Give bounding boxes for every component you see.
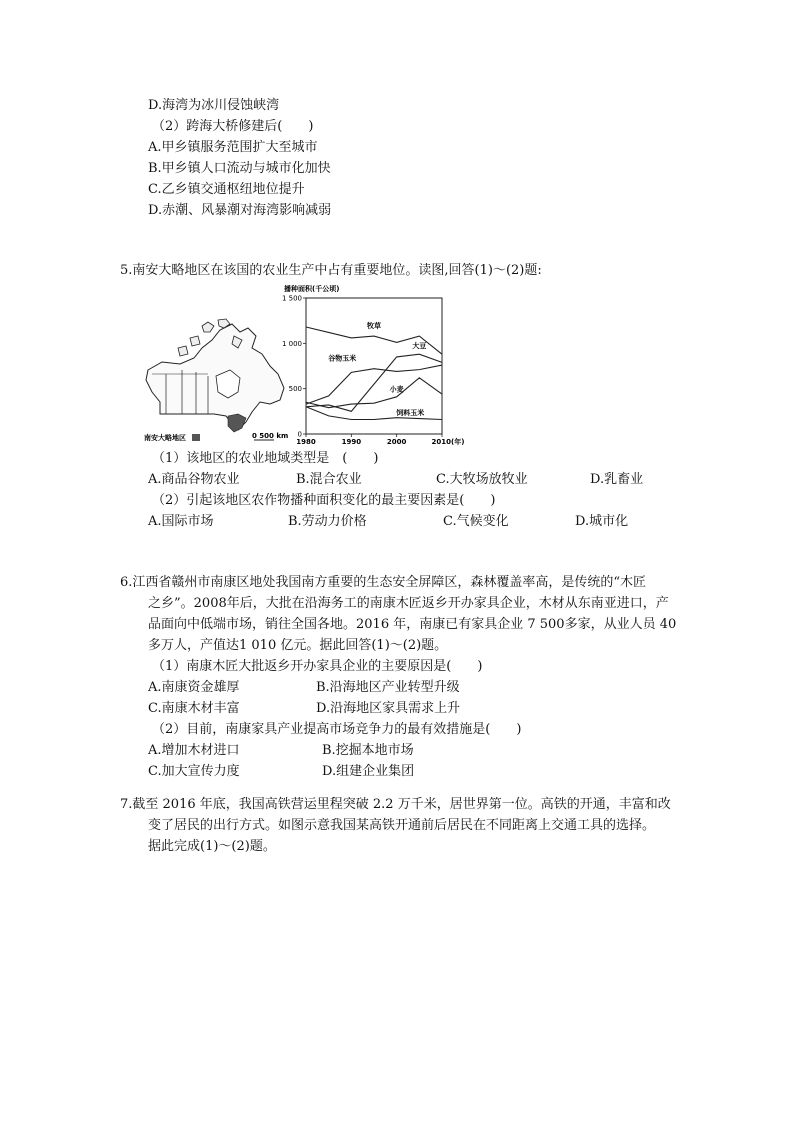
q6-sub2-option-c: C.加大宣传力度 <box>148 764 240 779</box>
chart-series-label-1: 牧草 <box>367 321 381 330</box>
chart-series-line-1 <box>306 327 442 354</box>
chart-y-tick-label: 1 000 <box>282 339 302 348</box>
q6-stem-line-2: 之乡”。2008年后，大批在沿海务工的南康木匠返乡开办家具企业，木材从东南亚进口，产 <box>148 596 669 611</box>
q7-stem-line-3: 据此完成(1)～(2)题。 <box>148 839 276 854</box>
chart-x-tick-label: 2000 <box>386 438 407 446</box>
q4-sub2-stem: （2）跨海大桥修建后( ) <box>152 119 314 134</box>
chart-series-line-4 <box>306 378 442 408</box>
q6-sub1-stem: （1）南康木匠大批返乡开办家具企业的主要原因是( ) <box>152 659 483 674</box>
q6-sub1-option-a: A.南康资金雄厚 <box>148 680 240 695</box>
q5-sub2-stem: （2）引起该地区农作物播种面积变化的最主要因素是( ) <box>152 493 496 508</box>
q6-sub2-option-b: B.挖掘本地市场 <box>322 743 414 758</box>
chart-x-tick-label: 1980 <box>296 438 316 446</box>
q5-stem: 5.南安大略地区在该国的农业生产中占有重要地位。读图,回答(1)～(2)题: <box>120 263 542 278</box>
q6-stem-line-3: 品面向中低端市场，销往全国各地。2016 年，南康已有家具企业 7 500多家，从业人员 40 <box>148 617 677 632</box>
q6-sub1-option-c: C.南康木材丰富 <box>148 701 240 716</box>
q5-sub2-option-a: A.国际市场 <box>148 514 214 529</box>
q5-sub2-option-c: C.气候变化 <box>443 514 509 529</box>
q6-sub2-stem: （2）目前，南康家具产业提高市场竞争力的最有效措施是( ) <box>152 722 522 737</box>
q7-stem-line-2: 变了居民的出行方式。如图示意我国某高铁开通前后居民在不同距离上交通工具的选择。 <box>148 818 656 833</box>
q5-sub1-option-a: A.商品谷物农业 <box>148 472 240 487</box>
map-legend-swatch <box>192 434 200 441</box>
chart-x-tick-label: 2010(年) <box>431 438 465 446</box>
q5-sub1-option-c: C.大牧场放牧业 <box>436 472 528 487</box>
q6-stem-line-4: 多万人，产值达1 010 亿元。据此回答(1)～(2)题。 <box>148 638 448 653</box>
chart-x-tick-label: 1990 <box>341 438 362 446</box>
chart-y-tick-label: 1 500 <box>282 294 302 303</box>
chart-series-label-5: 饲料玉米 <box>396 408 425 417</box>
q5-sub1-stem: （1）该地区的农业地域类型是 ( ) <box>152 451 379 466</box>
chart-y-axis-label: 播种面积(千公顷) <box>284 285 340 293</box>
q6-sub2-option-a: A.增加木材进口 <box>148 743 240 758</box>
map-legend-label: 南安大略地区 <box>144 434 186 442</box>
q4-sub2-option-d: D.赤潮、风暴潮对海湾影响减弱 <box>148 203 332 218</box>
q5-sub2-option-b: B.劳动力价格 <box>288 514 367 529</box>
chart-y-tick-label: 0 <box>297 430 302 439</box>
canada-map <box>142 318 292 448</box>
q4-sub2-option-b: B.甲乡镇人口流动与城市化加快 <box>148 161 331 176</box>
q5-sub1-option-b: B.混合农业 <box>296 472 362 487</box>
q6-sub1-option-d: D.沿海地区家具需求上升 <box>316 701 461 716</box>
chart-series-label-2: 大豆 <box>412 341 427 350</box>
q5-sub1-option-d: D.乳畜业 <box>590 472 644 487</box>
q6-sub1-option-b: B.沿海地区产业转型升级 <box>316 680 460 695</box>
q6-stem-line-1: 6.江西省赣州市南康区地处我国南方重要的生态安全屏障区，森林覆盖率高，是传统的“木匠 <box>120 575 647 590</box>
q4-sub2-option-a: A.甲乡镇服务范围扩大至城市 <box>148 140 318 155</box>
q4-option-d: D.海湾为冰川侵蚀峡湾 <box>148 98 280 113</box>
q4-sub2-option-c: C.乙乡镇交通枢纽地位提升 <box>148 182 305 197</box>
chart-series-label-3: 谷物玉米 <box>328 354 357 363</box>
map-scale-label: 0 500 km <box>252 432 289 440</box>
q7-stem-line-1: 7.截至 2016 年底，我国高铁营运里程突破 2.2 万千米，居世界第一位。高铁的开通，丰富和改 <box>120 797 671 812</box>
chart-y-tick-label: 500 <box>288 385 302 394</box>
q5-sub2-option-d: D.城市化 <box>575 514 629 529</box>
chart-series-label-4: 小麦 <box>389 385 404 394</box>
crop-area-chart <box>282 284 466 450</box>
q6-sub2-option-d: D.组建企业集团 <box>322 764 415 779</box>
